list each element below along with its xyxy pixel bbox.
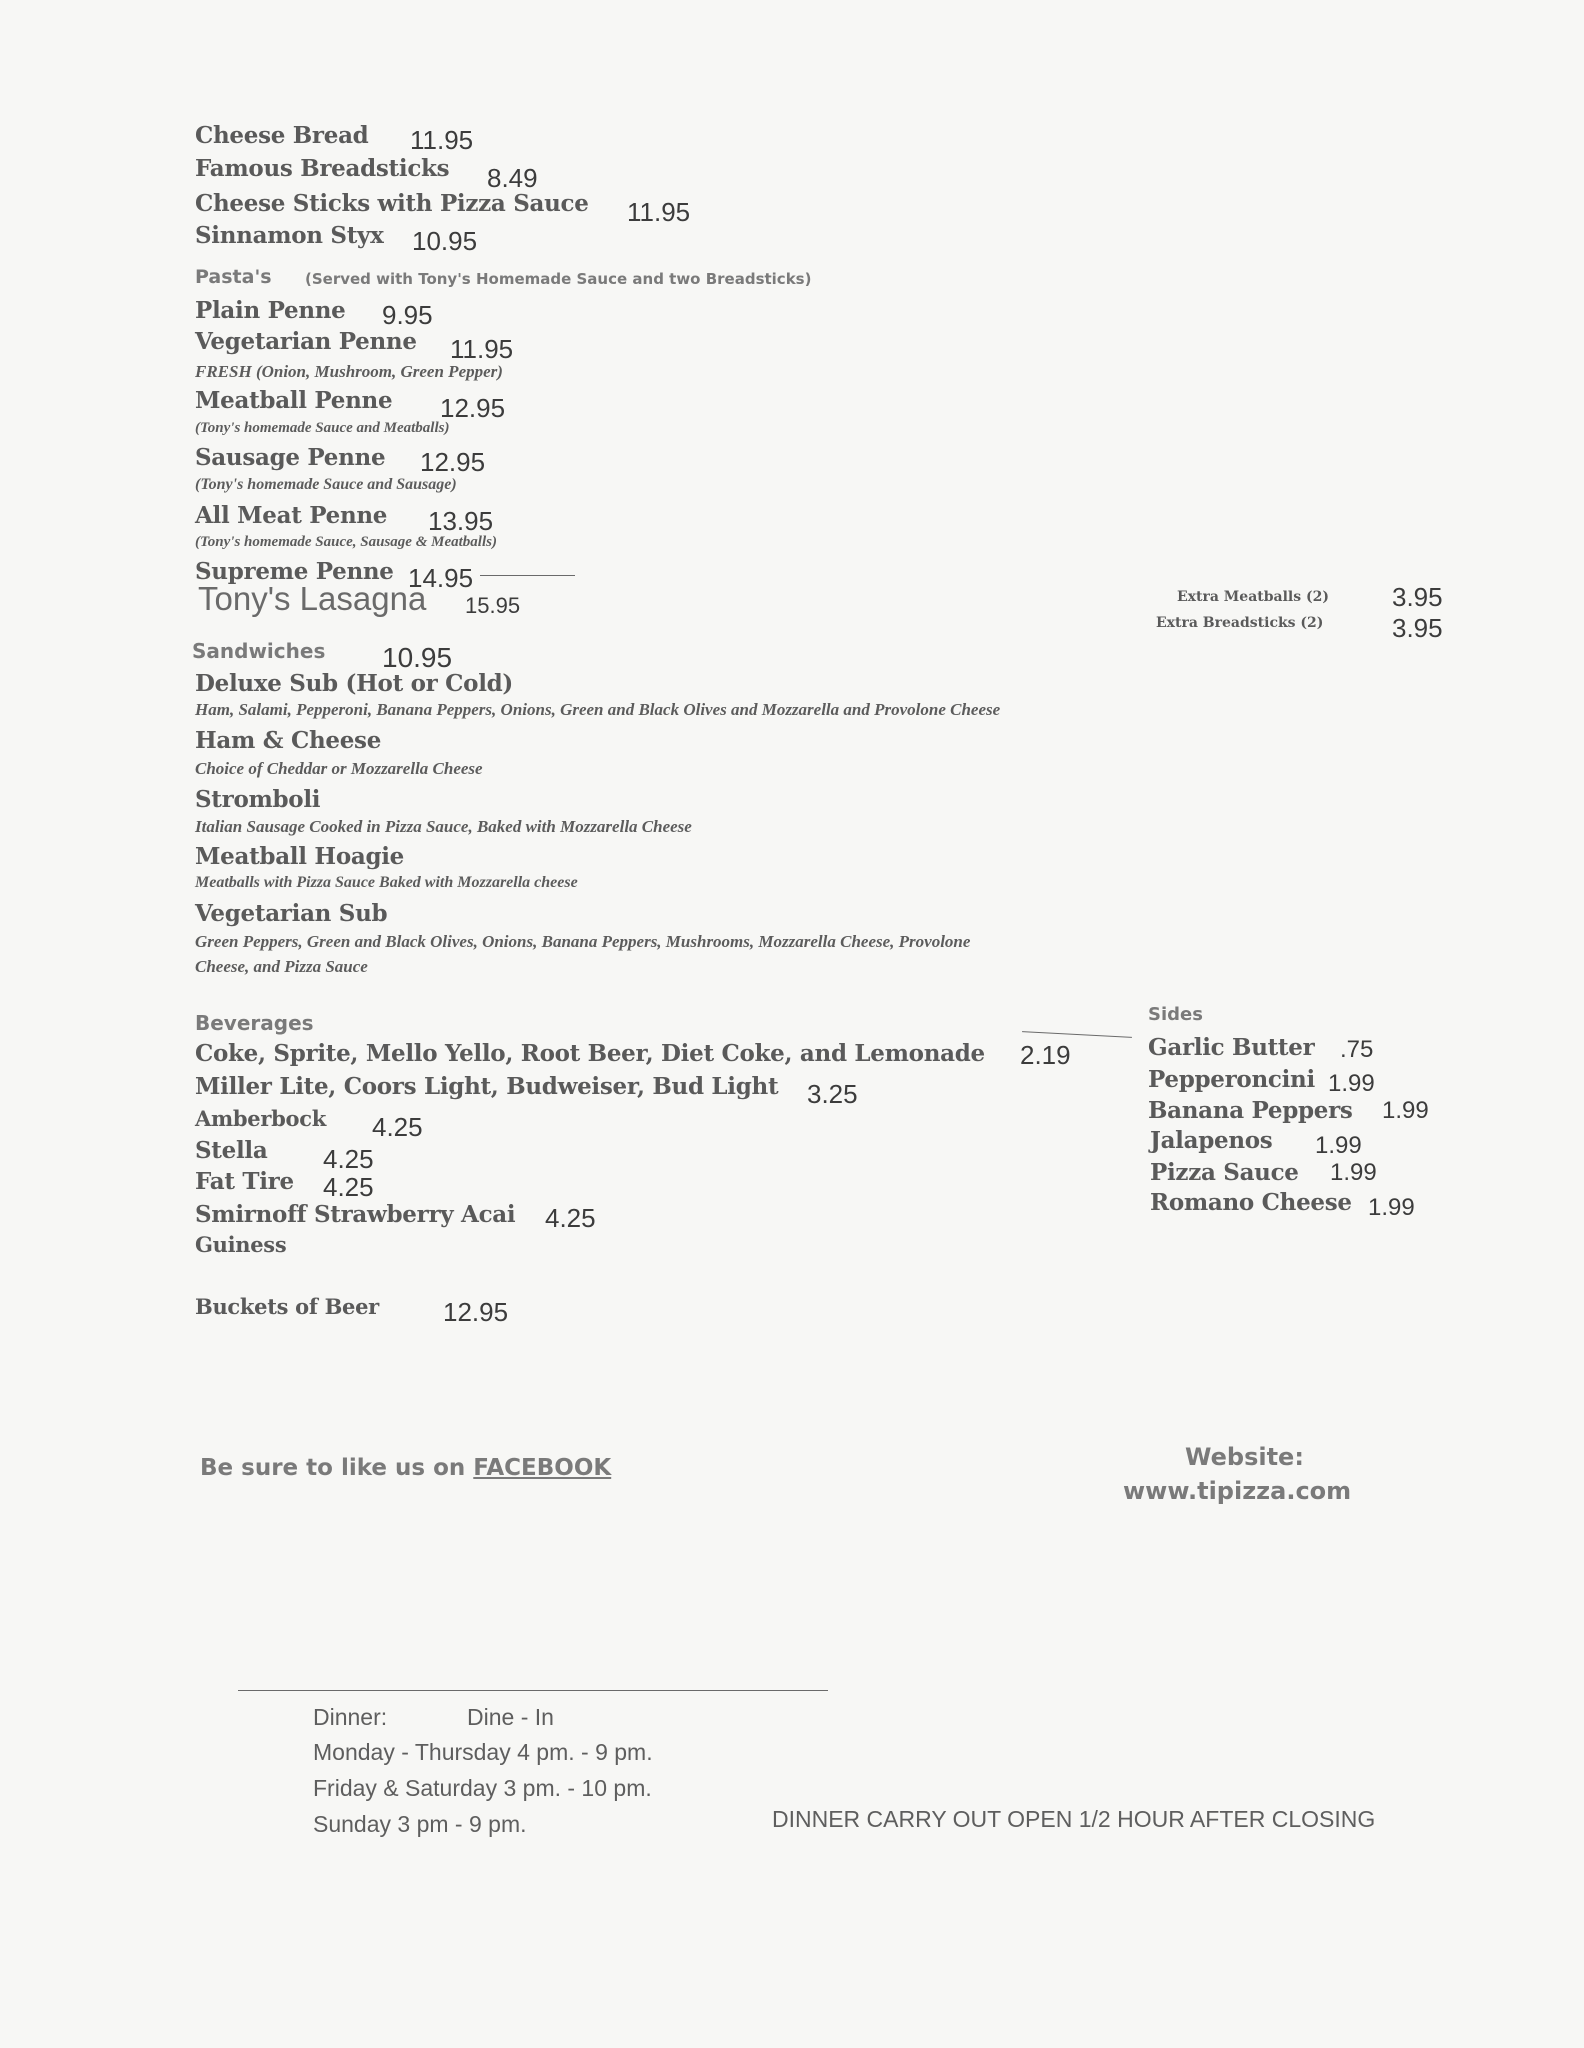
menu-item-price: 3.25	[807, 1079, 858, 1109]
menu-item-description: Choice of Cheddar or Mozzarella Cheese	[195, 759, 483, 778]
menu-item-price: 1.99	[1315, 1132, 1362, 1159]
menu-item-price: 11.95	[627, 197, 691, 227]
menu-item-name: Pepperoncini	[1148, 1066, 1315, 1093]
menu-item-price: 13.95	[428, 506, 494, 536]
menu-item-name: Meatball Hoagie	[195, 843, 405, 870]
menu-item-name: Sausage Penne	[195, 444, 386, 471]
menu-item-description: Ham, Salami, Pepperoni, Banana Peppers, Onions, Green and Black Olives and Mozzarella and Provolone Cheese	[195, 700, 1001, 719]
menu-item-price: 9.95	[382, 300, 433, 330]
section-heading: Beverages	[195, 1011, 314, 1035]
section-note: (Served with Tony's Homemade Sauce and two Breadsticks)	[305, 270, 812, 288]
menu-item-description: Italian Sausage Cooked in Pizza Sauce, Baked with Mozzarella Cheese	[195, 817, 692, 836]
menu-item-name: Famous Breadsticks	[195, 155, 450, 182]
extra-item-name: Extra Breadsticks (2)	[1156, 615, 1324, 631]
menu-item-description: Green Peppers, Green and Black Olives, Onions, Banana Peppers, Mushrooms, Mozzarella Cheese, Provolone	[195, 932, 971, 951]
menu-item-price: 1.99	[1330, 1159, 1377, 1186]
facebook-prefix: Be sure to like us on	[200, 1455, 466, 1481]
divider	[480, 575, 575, 576]
menu-item-price: 1.99	[1368, 1194, 1415, 1221]
section-heading: Sandwiches	[192, 639, 326, 663]
menu-item-price: 2.19	[1020, 1040, 1071, 1070]
menu-item-price: 1.99	[1328, 1070, 1375, 1097]
menu-item-price: 4.25	[372, 1112, 423, 1142]
menu-item-name: Miller Lite, Coors Light, Budweiser, Bud Light	[195, 1073, 779, 1100]
hours-mon-thu: Monday - Thursday 4 pm. - 9 pm.	[313, 1739, 653, 1765]
hours-sunday: Sunday 3 pm - 9 pm.	[313, 1811, 527, 1837]
menu-item-name: Coke, Sprite, Mello Yello, Root Beer, Diet Coke, and Lemonade	[195, 1040, 985, 1067]
menu-item-name: Smirnoff Strawberry Acai	[195, 1201, 516, 1228]
menu-item-name: Vegetarian Penne	[195, 328, 417, 355]
divider	[1022, 1031, 1132, 1038]
menu-item-description: (Tony's homemade Sauce and Meatballs)	[195, 420, 450, 436]
facebook-link[interactable]: FACEBOOK	[473, 1455, 612, 1481]
dinner-label: Dinner:	[313, 1704, 388, 1730]
menu-item-name: Pizza Sauce	[1150, 1159, 1299, 1186]
dine-in-label: Dine - In	[467, 1704, 554, 1730]
website-label: Website:	[1185, 1443, 1304, 1471]
menu-item-name: Guiness	[195, 1232, 287, 1257]
menu-item-name: Garlic Butter	[1148, 1034, 1315, 1061]
menu-item-price: 12.95	[443, 1297, 509, 1327]
menu-item-description: Cheese, and Pizza Sauce	[195, 957, 368, 976]
menu-item-price: 15.95	[465, 593, 521, 618]
menu-item-price: 14.95	[408, 563, 474, 593]
website-url[interactable]: www.tipizza.com	[1123, 1477, 1352, 1505]
hours-fri-sat: Friday & Saturday 3 pm. - 10 pm.	[313, 1775, 652, 1801]
menu-item-name: Tony's Lasagna	[198, 580, 427, 617]
facebook-prompt	[200, 1455, 611, 1481]
menu-item-price: 11.95	[410, 125, 474, 155]
menu-item-price: 12.95	[440, 393, 506, 423]
menu-item-name: All Meat Penne	[195, 502, 388, 529]
menu-item-name: Fat Tire	[195, 1168, 294, 1195]
menu-item-description: (Tony's homemade Sauce, Sausage & Meatballs)	[195, 534, 497, 550]
divider	[238, 1690, 828, 1691]
menu-item-name: Deluxe Sub (Hot or Cold)	[195, 670, 514, 697]
menu-item-price: 12.95	[420, 447, 486, 477]
menu-item-name: Vegetarian Sub	[195, 900, 388, 927]
menu-item-name: Cheese Bread	[195, 122, 369, 149]
menu-item-price: 4.25	[545, 1203, 596, 1233]
menu-item-price: 8.49	[487, 163, 538, 193]
section-heading: Pasta's	[195, 266, 272, 288]
menu-item-name: Buckets of Beer	[195, 1294, 379, 1319]
extra-item-price: 3.95	[1392, 582, 1443, 612]
carry-out-note: DINNER CARRY OUT OPEN 1/2 HOUR AFTER CLOSING	[772, 1806, 1376, 1832]
menu-item-price: 10.95	[412, 226, 478, 256]
extra-item-price: 3.95	[1392, 613, 1443, 643]
menu-item-name: Stromboli	[195, 786, 321, 813]
menu-item-name: Meatball Penne	[195, 387, 393, 414]
menu-item-name: Amberbock	[195, 1106, 326, 1131]
section-heading: Sides	[1148, 1004, 1203, 1025]
menu-item-price: 11.95	[450, 334, 514, 364]
menu-item-name: Romano Cheese	[1150, 1189, 1352, 1216]
section-price: 10.95	[382, 642, 453, 673]
extra-item-name: Extra Meatballs (2)	[1177, 589, 1329, 605]
menu-item-price: 4.25	[323, 1144, 374, 1174]
menu-item-name: Sinnamon Styx	[195, 222, 384, 249]
menu-item-price: 1.99	[1382, 1097, 1429, 1124]
menu-item-name: Cheese Sticks with Pizza Sauce	[195, 190, 589, 217]
menu-item-name: Ham & Cheese	[195, 727, 382, 754]
menu-item-price: .75	[1340, 1036, 1374, 1063]
menu-item-description: Meatballs with Pizza Sauce Baked with Mozzarella cheese	[195, 874, 578, 891]
menu-item-description: (Tony's homemade Sauce and Sausage)	[195, 476, 457, 493]
menu-item-name: Jalapenos	[1150, 1127, 1273, 1154]
menu-item-name: Banana Peppers	[1148, 1097, 1353, 1124]
menu-item-price: 4.25	[323, 1172, 374, 1202]
menu-item-name: Plain Penne	[195, 297, 346, 324]
menu-item-name: Stella	[195, 1137, 268, 1164]
menu-item-name: Supreme Penne	[195, 558, 394, 585]
menu-item-description: FRESH (Onion, Mushroom, Green Pepper)	[195, 362, 503, 381]
